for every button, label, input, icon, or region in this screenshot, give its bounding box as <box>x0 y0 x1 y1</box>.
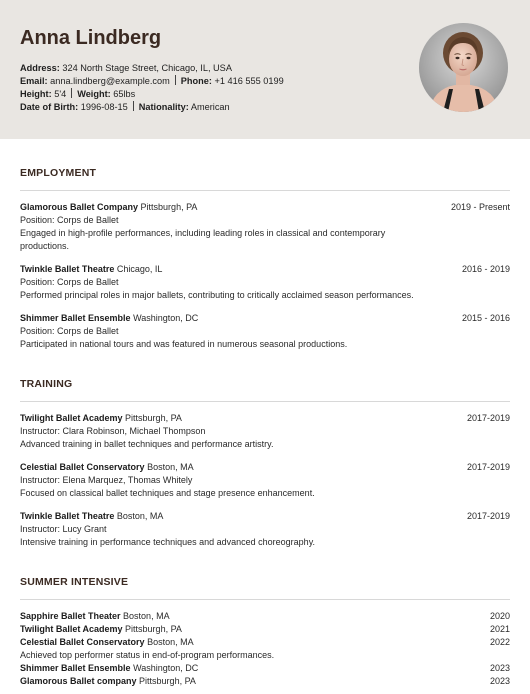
entry-date: 2019 - Present <box>450 202 510 212</box>
section-title: TRAINING <box>20 378 510 402</box>
entry-date: 2023 <box>489 663 510 673</box>
nationality-value: American <box>190 102 230 112</box>
training-entry <box>20 461 510 500</box>
entry-org: Celestial Ballet Conservatory <box>20 637 145 647</box>
portrait-illustration <box>419 23 508 112</box>
summer-row <box>20 610 510 623</box>
separator <box>175 75 176 85</box>
entry-org: Glamorous Ballet Company <box>20 202 139 212</box>
training-section <box>20 378 510 549</box>
nationality-label: Nationality: <box>138 102 189 112</box>
entry-location: Pittsburgh, PA <box>140 202 198 212</box>
entry-location: Pittsburgh, PA <box>125 413 182 423</box>
summer-row <box>20 675 510 688</box>
entry-location: Boston, MA <box>147 462 194 472</box>
profile-photo <box>419 23 508 112</box>
training-entry <box>20 510 510 549</box>
separator <box>133 101 134 111</box>
entry-date: 2022 <box>489 637 510 647</box>
resume-header <box>0 0 530 139</box>
height-value: 5'4 <box>54 89 67 99</box>
employment-section <box>20 167 510 351</box>
entry-org: Shimmer Ballet Ensemble <box>20 663 131 673</box>
entry-date: 2020 <box>489 611 510 621</box>
email-label: Email: <box>20 76 48 86</box>
entry-description: Performed principal roles in major ballets, contributing to critically acclaimed season performances. <box>20 290 414 300</box>
entry-location: Chicago, IL <box>116 264 163 274</box>
email-value: anna.lindberg@example.com <box>50 76 170 86</box>
phone-label: Phone: <box>180 76 212 86</box>
entry-location: Washington, DC <box>133 313 199 323</box>
separator <box>71 88 72 98</box>
phone-value: +1 416 555 0199 <box>214 76 284 86</box>
entry-location: Pittsburgh, PA <box>139 676 196 686</box>
entry-instructor: Instructor: Clara Robinson, Michael Thompson <box>20 426 206 436</box>
entry-date: 2016 - 2019 <box>461 264 510 274</box>
summer-row <box>20 636 510 649</box>
summer-row <box>20 623 510 636</box>
weight-value: 65lbs <box>113 89 136 99</box>
height-label: Height: <box>20 89 52 99</box>
entry-date: 2017-2019 <box>466 413 510 423</box>
address-label: Address: <box>20 63 60 73</box>
entry-org: Twinkle Ballet Theatre <box>20 511 115 521</box>
entry-org: Celestial Ballet Conservatory <box>20 462 145 472</box>
entry-org: Twilight Ballet Academy <box>20 413 123 423</box>
entry-description: Participated in national tours and was featured in numerous seasonal productions. <box>20 339 348 349</box>
entry-location: Boston, MA <box>123 611 170 621</box>
dob-label: Date of Birth: <box>20 102 79 112</box>
entry-position: Position: Corps de Ballet <box>20 277 119 287</box>
entry-date: 2017-2019 <box>466 511 510 521</box>
entry-location: Boston, MA <box>116 511 164 521</box>
entry-location: Pittsburgh, PA <box>125 624 182 634</box>
candidate-name: Anna Lindberg <box>20 27 162 49</box>
entry-org: Sapphire Ballet Theater <box>20 611 121 621</box>
employment-entry <box>20 312 510 351</box>
address-value: 324 North Stage Street, Chicago, IL, USA <box>62 63 232 73</box>
entry-org: Twilight Ballet Academy <box>20 624 123 634</box>
entry-date: 2023 <box>489 676 510 686</box>
resume-body <box>0 167 530 688</box>
entry-org: Glamorous Ballet company <box>20 676 137 686</box>
training-entry <box>20 412 510 451</box>
entry-location: Boston, MA <box>147 637 194 647</box>
entry-location: Washington, DC <box>133 663 199 673</box>
entry-description: Advanced training in ballet techniques and performance artistry. <box>20 439 274 449</box>
weight-label: Weight: <box>77 89 111 99</box>
entry-position: Position: Corps de Ballet <box>20 326 119 336</box>
entry-date: 2021 <box>489 624 510 634</box>
entry-instructor: Instructor: Lucy Grant <box>20 524 107 534</box>
summer-intensive-section <box>20 576 510 688</box>
entry-org: Shimmer Ballet Ensemble <box>20 313 131 323</box>
section-title: SUMMER INTENSIVE <box>20 576 510 600</box>
dob-value: 1996-08-15 <box>80 102 128 112</box>
summer-row <box>20 662 510 675</box>
entry-description: Focused on classical ballet techniques and stage presence enhancement. <box>20 488 315 498</box>
entry-date: 2017-2019 <box>466 462 510 472</box>
entry-description: Engaged in high-profile performances, including leading roles in classical and contemporary productions. <box>20 228 386 251</box>
entry-position: Position: Corps de Ballet <box>20 215 119 225</box>
section-title: EMPLOYMENT <box>20 167 510 191</box>
summer-note: Achieved top performer status in end-of-program performances. <box>20 650 275 660</box>
employment-entry <box>20 201 510 253</box>
entry-date: 2015 - 2016 <box>461 313 510 323</box>
entry-description: Intensive training in performance techniques and advanced choreography. <box>20 537 316 547</box>
entry-instructor: Instructor: Elena Marquez, Thomas Whitely <box>20 475 193 485</box>
employment-entry <box>20 263 510 302</box>
entry-org: Twinkle Ballet Theatre <box>20 264 115 274</box>
